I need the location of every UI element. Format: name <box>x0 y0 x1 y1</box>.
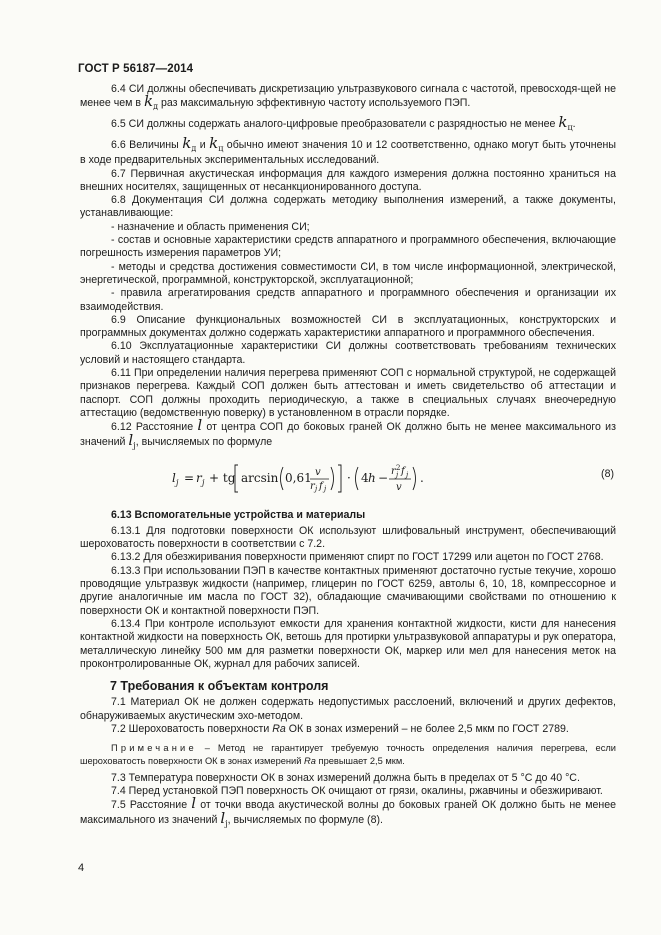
svg-text:r: r <box>310 480 315 492</box>
formula-number: (8) <box>601 467 614 480</box>
clause-6-4: 6.4 СИ должны обеспечивать дискретизацию ультразвукового сигнала с частотой, превосходя-щей не менее чем в $k_д$ раз максимальную эффективную частоту используемого ПЭП. <box>80 83 616 112</box>
clause-6-7: 6.7 Первичная акустическая информация для каждого измерения должна постоянно храниться на внешних носителях, защищенных от несанкционированного доступа. <box>80 167 616 193</box>
svg-text:j: j <box>324 484 327 493</box>
svg-text:v: v <box>315 466 321 478</box>
clause-6-10: 6.10 Эксплуатационные характеристики СИ должны соответствовать требованиям технических условий и настоящего стандарта. <box>80 340 616 366</box>
clause-6-13-4: 6.13.4 При контроле используют емкости для хранения контактной жидкости, кисти для нанесения контактной жидкости на поверхность ОК, ветошь для протирки ультразвуковой аппаратуры и рук оператора, металлическую линейку 500 мм для разметки поверхности ОК, маркер или мел для нанесения меток на проконтролированные ОК, журнал для рабочих записей. <box>80 617 616 670</box>
clause-7-5: 7.5 Расстояние l от точки ввода акустической волны до боковых граней ОК должно быть не менее максимального из значений $l_j$, вычисляемых по формуле (8). <box>80 794 617 828</box>
svg-text:arcsin: arcsin <box>241 470 279 485</box>
svg-text:r: r <box>196 470 202 485</box>
svg-text:0,61: 0,61 <box>285 470 312 485</box>
clause-6-6: 6.6 Величины $k_д$ и $k_ц$ обычно имеют значения 10 и 12 соответственно, однако могут быть уточнены в ходе предварительных экспериментальных исследований. <box>80 134 617 167</box>
clause-6-13-1: 6.13.1 Для подготовки поверхности ОК используют шлифовальный инструмент, обеспечивающий шероховатость поверхности в соответствии с 7.2. <box>80 524 616 551</box>
clause-7-1: 7.1 Материал ОК не должен содержать недопустимых расслоений, включений и других дефектов, обнаруживаемых акустическим эхо-методом. <box>80 696 616 722</box>
clause-6-13-2: 6.13.2 Для обезжиривания поверхности применяют спирт по ГОСТ 17299 или ацетон по ГОСТ 2768. <box>111 551 604 564</box>
k-c-symbol: $k_ц$ <box>558 113 573 133</box>
formula-8 <box>80 451 616 499</box>
list-item: - методы и средства достижения совместимости СИ, в том числе информационной, электрической, энергетической, программной, конструкторской, эксплуатационной; <box>80 260 616 286</box>
note: Примечание – Метод не гарантирует требуемую точность определения наличия перегрева, если шероховатость поверхности ОК в зонах измерений Ra превышает 2,5 мкм. <box>80 743 616 766</box>
list-item: - правила агрегатирования средств аппаратного и программного обеспечения и организации их взаимодействия. <box>80 287 616 313</box>
k-d-symbol: $k_д$ <box>143 92 159 112</box>
section-heading-6-13: 6.13 Вспомогательные устройства и материалы <box>111 508 366 521</box>
svg-text:−: − <box>378 470 389 485</box>
formula-expression <box>172 461 462 495</box>
svg-text:2: 2 <box>396 463 401 472</box>
clause-6-9: 6.9 Описание функциональных возможностей СИ в эксплуатационных, конструкторских и программных документах должно содержать характеристики аппаратного и программного обеспечения. <box>80 313 616 340</box>
svg-text:+ tg: + tg <box>209 470 236 485</box>
page-content <box>80 83 616 829</box>
page-number: 4 <box>78 862 85 874</box>
clause-6-11: 6.11 При определении наличия перегрева применяют СОП с нормальной структурой, не содержащей признаков перегрева. Каждый СОП должен быть аттестован и иметь свидетельство об аттестации и паспорт. СОП должны проходить периодическую, а также в специальных случаях внеочередную аттестацию (ведомственную поверку) в установленном в отрасли порядке. <box>80 367 616 419</box>
clause-6-13-3: 6.13.3 При использовании ПЭП в качестве контактных применяют достаточно густые текучие, хорошо проводящие ультразвук жидкости (например, глицерин по ГОСТ 6259, автолы 6, 10, 18, компрессорное и другие аналогичные им масла по ГОСТ 32), обладающие смачивающими свойствами по отношению к поверхности ОК и контактной поверхности ПЭП. <box>80 564 616 617</box>
clause-7-4: 7.4 Перед установкой ПЭП поверхность ОК очищают от грязи, окалины, ржавчины и обезжиривают. <box>111 785 603 798</box>
svg-text:h: h <box>368 470 376 485</box>
list-item: - состав и основные характеристики средств аппаратного и программного обеспечения, включающие погрешность измерения параметров УИ; <box>80 234 616 260</box>
clause-6-5: 6.5 СИ должны содержать аналого-цифровые преобразователи с разрядностью не менее $k_ц$. <box>111 113 576 133</box>
svg-text:l: l <box>172 470 176 485</box>
svg-text:v: v <box>396 481 402 493</box>
svg-text:j: j <box>406 470 409 479</box>
svg-text:j: j <box>202 477 205 487</box>
svg-text:.: . <box>420 470 424 485</box>
svg-text:4: 4 <box>361 470 369 485</box>
svg-text:j: j <box>315 484 318 493</box>
note-label: Примечание <box>111 743 197 754</box>
svg-text:j: j <box>176 477 179 487</box>
standard-header: ГОСТ Р 56187—2014 <box>78 63 194 75</box>
section-heading-7: 7 Требования к объектам контроля <box>110 679 329 694</box>
svg-text:=: = <box>184 470 195 485</box>
svg-text:·: · <box>347 470 351 485</box>
clause-6-8: 6.8 Документация СИ должна содержать методику выполнения измерений, а также документы, устанавливающие: <box>80 194 616 220</box>
svg-text:f: f <box>401 465 405 477</box>
svg-text:r: r <box>391 465 396 477</box>
clause-7-2: 7.2 Шероховатость поверхности Ra ОК в зонах измерений – не более 2,5 мкм по ГОСТ 2789. <box>111 722 569 735</box>
svg-text:j: j <box>396 470 399 479</box>
list-item: - назначение и область применения СИ; <box>111 220 310 233</box>
clause-6-12: 6.12 Расстояние l от центра СОП до боковых граней ОК должно быть не менее максимального из значений $l_j$, вычисляемых по формуле <box>80 416 616 450</box>
svg-text:f: f <box>319 480 323 492</box>
clause-7-3: 7.3 Температура поверхности ОК в зонах измерений должна быть в пределах от 5 °С до 40 °С. <box>111 771 580 784</box>
